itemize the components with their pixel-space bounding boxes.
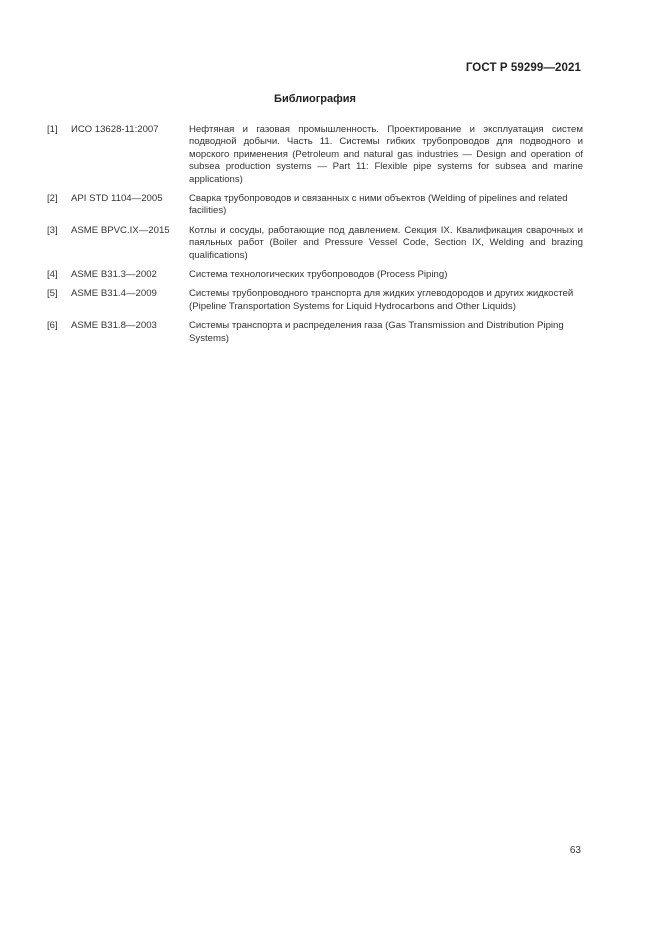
reference-text: Система технологических трубопроводов (Process Piping) xyxy=(189,269,448,281)
reference-code: ИСО 13628-11:2007 xyxy=(71,124,159,135)
page-title: Библиография xyxy=(274,93,356,105)
reference-number: [5] xyxy=(47,288,58,300)
page-number: 63 xyxy=(569,845,581,856)
bibliography-entry xyxy=(47,288,583,313)
reference-number: [3] xyxy=(47,224,58,236)
bibliography-entry xyxy=(47,320,583,345)
document-standard-code: ГОСТ Р 59299—2021 xyxy=(465,62,581,74)
reference-number: [6] xyxy=(47,320,58,332)
reference-code: ASME B31.4—2009 xyxy=(71,288,157,300)
reference-text: Сварка трубопроводов и связанных с ними объектов (Welding of pipelines and related facilities) xyxy=(189,193,568,217)
reference-number: [2] xyxy=(47,193,58,205)
reference-text: Нефтяная и газовая промышленность. Проектирование и эксплуатация систем подводной добычи. Часть 11. Системы гибких трубопроводов для подводного и морского применения (Petroleum and natural gas industries — Design and operation of subsea production systems — Part 11: Flexible pipe systems for subsea and marine applications) xyxy=(189,124,583,185)
reference-text: Системы трубопроводного транспорта для жидких углеводородов и других жидкостей (Pipeline Transportation Systems for Liquid Hydrocarbons and Other Liquids) xyxy=(189,288,574,312)
reference-code: API STD 1104—2005 xyxy=(71,193,163,205)
reference-number: [4] xyxy=(47,269,58,281)
reference-number: [1] xyxy=(47,124,58,135)
reference-code: ASME BPVC.IX—2015 xyxy=(71,224,170,236)
bibliography-entry xyxy=(47,269,583,281)
reference-code: ASME B31.8—2003 xyxy=(71,320,157,332)
reference-code: ASME B31.3—2002 xyxy=(71,269,157,281)
reference-text: Котлы и сосуды, работающие под давлением. Секция IX. Квалификация сварочных и паяльных работ (Boiler and Pressure Vessel Code, Section IX, Welding and brazing qualifications) xyxy=(189,224,583,261)
bibliography-list xyxy=(47,124,583,352)
bibliography-entry xyxy=(47,225,583,262)
bibliography-entry xyxy=(47,193,583,218)
reference-text: Системы транспорта и распределения газа (Gas Transmission and Distribution Piping Systems) xyxy=(189,320,564,344)
bibliography-entry xyxy=(47,124,583,186)
